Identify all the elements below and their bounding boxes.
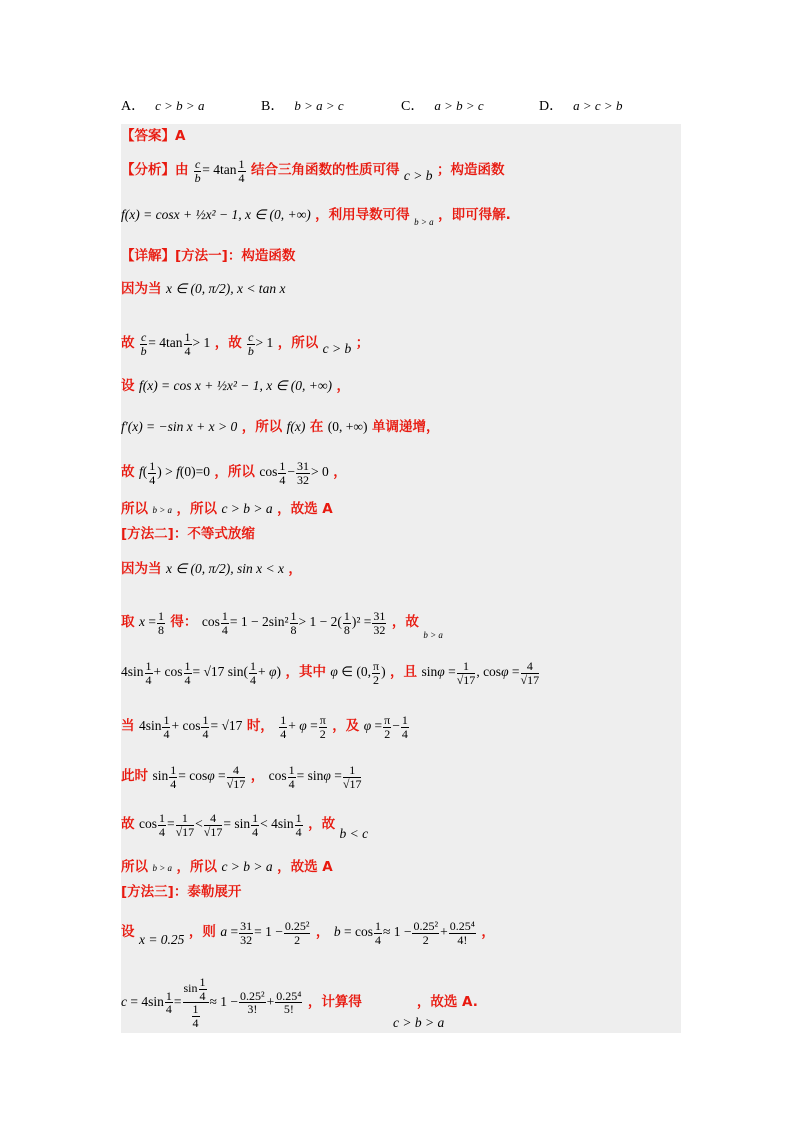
m2-line-4: 当 4sin $\frac{1}{4}$ + cos $\frac{1}{4}$ = √17 时， $\frac{1}{4}$ + φ = $\frac{\pi}{2}$ ，及 φ = $\frac{\pi}{2}$ − $\frac{1}{4}$	[121, 713, 408, 741]
analysis-line-1: 【分析】由 $\frac{c}{b}$ = 4tan $\frac{1}{4}$ 结合三角函数的性质可得 c > b ；构造函数	[121, 157, 505, 185]
analysis-line-2: f(x) = cosx + ½x² − 1, x ∈ (0, +∞) ，利用导数可得 $_{b > a}$ ，即可得解.	[121, 207, 511, 227]
option-a: A． c > b > a	[121, 98, 205, 114]
m1-line-4: f′(x) = −sin x + x > 0 ，所以 f(x) 在 (0, +∞) 单调递增，	[121, 419, 440, 435]
answer-line: 【答案】A	[121, 128, 186, 144]
m1-line-6: 所以 b > a ，所以 c > b > a ，故选 A	[121, 501, 333, 517]
method3-title: [方法三]：泰勒展开	[121, 884, 242, 900]
m1-line-3: 设 f(x) = cos x + ½x² − 1, x ∈ (0, +∞) ，	[121, 378, 350, 394]
m1-line-2: 故 $\frac{c}{b}$ = 4tan $\frac{1}{4}$ > 1 ，故 $\frac{c}{b}$ > 1 ，所以 c > b ；	[121, 330, 370, 358]
m2-line-2: 取 x = $\frac{1}{8}$ 得： cos $\frac{1}{4}$ = 1 − 2sin² $\frac{1}{8}$ > 1 − 2( $\frac{1}{8}$ )² = $\frac{31}{32}$ ，故 $_{b > a}$	[121, 609, 443, 641]
m3-line-1: 设 x = 0.25 ，则 a = $\frac{31}{32}$ = 1 − $\frac{\text{0.25²}}{2}$ ， b = cos $\frac{1}{4}$ ≈ 1 − $\frac{\text{0.25²}}{2}$ + $\frac{\text{0.25⁴}}{4!}$ ，	[121, 919, 495, 948]
m2-line-5: 此时 sin $\frac{1}{4}$ = cosφ = $\frac{4}{√17}$ ， cos $\frac{1}{4}$ = sinφ = $\frac{1}{√17}$	[121, 763, 362, 791]
m3-result: c > b > a	[393, 1015, 445, 1030]
m2-line-6: 故 cos $\frac{1}{4}$ = $\frac{1}{√17}$ < $\frac{4}{√17}$ = sin $\frac{1}{4}$ < 4sin $\frac{1}{4}$ ，故 b < c	[121, 811, 369, 842]
option-c: C． a > b > c	[401, 98, 484, 114]
m1-line-1: 因为当 x ∈ (0, π/2), x < tan x	[121, 281, 286, 297]
method2-title: [方法二]：不等式放缩	[121, 526, 255, 542]
m2-line-7: 所以 b > a ，所以 c > b > a ，故选 A	[121, 859, 333, 875]
option-b: B． b > a > c	[261, 98, 344, 114]
solution-panel	[121, 124, 681, 1033]
m2-line-1: 因为当 x ∈ (0, π/2), sin x < x ，	[121, 561, 302, 577]
m3-line-2: c = 4sin $\frac{1}{4}$ = sin $\frac{1}{4}$ $\frac{1}{4}$ ≈ 1 − $\frac{\text{0.25²}}{3!}$ + $\frac{\text{0.25⁴}}{5!}$ ，计算得 ，故选 A.	[121, 975, 478, 1030]
m2-line-3: 4sin $\frac{1}{4}$ + cos $\frac{1}{4}$ = √17 sin( $\frac{1}{4}$ + φ) ，其中 φ ∈ (0, $\frac{\pi}{2}$ ) ，且 sinφ = $\frac{1}{√17}$ , cosφ = $\frac{4}{√17}$	[121, 659, 540, 687]
m1-line-5: 故 f( $\frac{1}{4}$ ) > f(0)=0 ，所以 cos $\frac{1}{4}$ − $\frac{31}{32}$ > 0 ，	[121, 459, 347, 487]
detail-method1-title: 【详解】[方法一]：构造函数	[121, 248, 296, 264]
answer-options	[121, 95, 681, 119]
option-d: D． a > c > b	[539, 98, 623, 114]
